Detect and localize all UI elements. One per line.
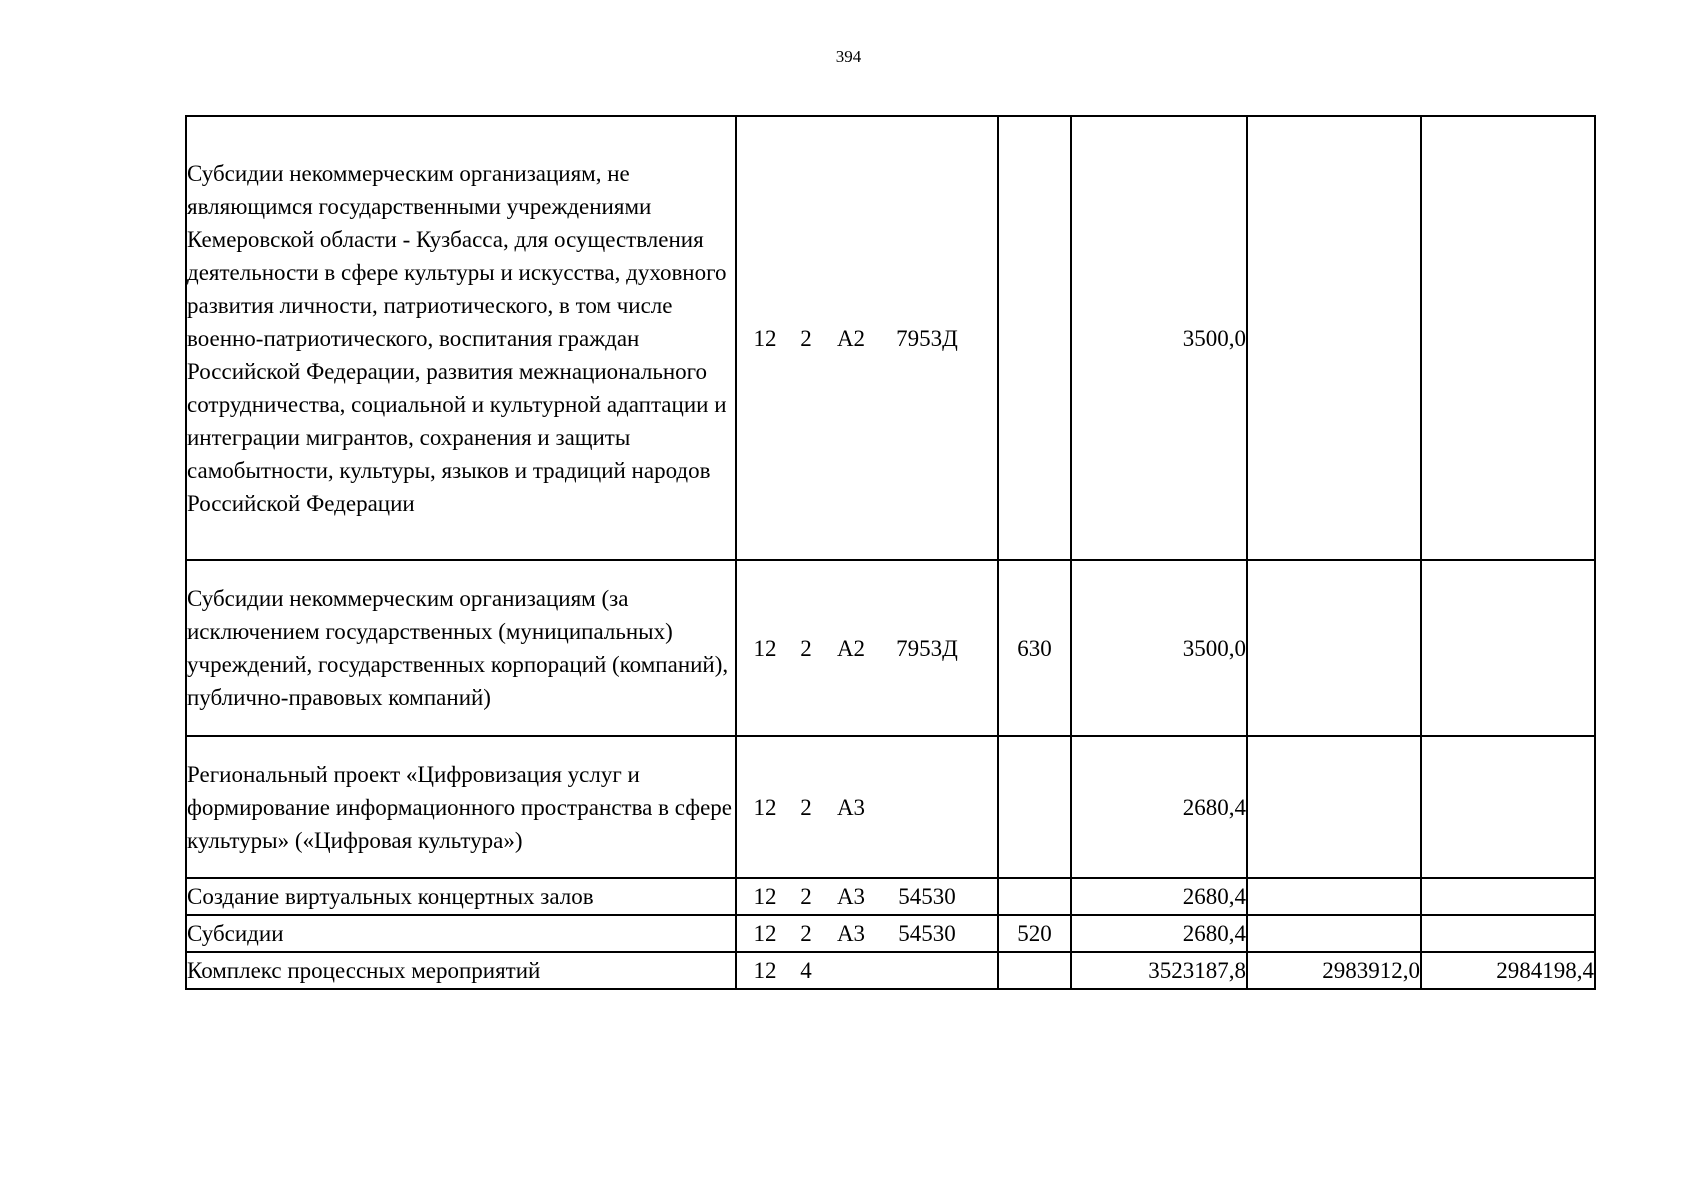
row-name: Субсидии некоммерческим организациям (за исключением государственных (муниципальных) учреждений, государственных корпораций (компаний), публично-правовых компаний) <box>186 560 736 736</box>
amount-year-1: 3523187,8 <box>1071 952 1247 989</box>
table-row <box>186 736 1595 878</box>
expense-type <box>998 116 1071 560</box>
amount-year-1: 2680,4 <box>1071 878 1247 915</box>
project-code: А3 <box>836 794 866 820</box>
amount-year-3: 2984198,4 <box>1421 952 1595 989</box>
direction-code: 54530 <box>898 921 956 946</box>
amount-year-1: 3500,0 <box>1071 116 1247 560</box>
expense-type <box>998 878 1071 915</box>
subprogram-code: 4 <box>800 958 812 983</box>
expense-type: 630 <box>998 560 1071 736</box>
row-name: Субсидии <box>186 915 736 952</box>
program-code: 12 <box>753 635 777 661</box>
target-code <box>736 116 998 560</box>
target-code <box>736 915 998 952</box>
subprogram-code: 2 <box>800 794 812 820</box>
amount-year-2 <box>1247 915 1421 952</box>
amount-year-2 <box>1247 116 1421 560</box>
amount-year-3 <box>1421 560 1595 736</box>
expense-type <box>998 952 1071 989</box>
row-name: Региональный проект «Цифровизация услуг и формирование информационного пространства в сфере культуры» («Цифровая культура») <box>186 736 736 878</box>
program-code: 12 <box>753 958 777 983</box>
amount-year-2 <box>1247 560 1421 736</box>
table-row <box>186 878 1595 915</box>
amount-year-2 <box>1247 878 1421 915</box>
direction-code: 54530 <box>898 884 956 909</box>
amount-year-1: 2680,4 <box>1071 736 1247 878</box>
expense-type: 520 <box>998 915 1071 952</box>
target-code <box>736 952 998 989</box>
target-code <box>736 560 998 736</box>
program-code: 12 <box>753 794 777 820</box>
project-code: А2 <box>836 325 866 351</box>
direction-code: 7953Д <box>896 325 958 351</box>
program-code: 12 <box>753 921 777 946</box>
direction-code: 7953Д <box>896 635 958 661</box>
project-code: А2 <box>836 635 866 661</box>
amount-year-3 <box>1421 116 1595 560</box>
table-row <box>186 952 1595 989</box>
amount-year-3 <box>1421 736 1595 878</box>
program-code: 12 <box>753 884 777 909</box>
subprogram-code: 2 <box>800 921 812 946</box>
target-code <box>736 736 998 878</box>
amount-year-1: 2680,4 <box>1071 915 1247 952</box>
project-code: А3 <box>836 884 866 909</box>
table-row <box>186 560 1595 736</box>
expense-type <box>998 736 1071 878</box>
table-row <box>186 915 1595 952</box>
budget-table <box>185 115 1596 990</box>
subprogram-code: 2 <box>800 635 812 661</box>
amount-year-1: 3500,0 <box>1071 560 1247 736</box>
project-code: А3 <box>836 921 866 946</box>
amount-year-3 <box>1421 878 1595 915</box>
row-name: Комплекс процессных мероприятий <box>186 952 736 989</box>
row-name: Субсидии некоммерческим организациям, не являющимся государственными учреждениями Кемеровской области - Кузбасса, для осуществления деятельности в сфере культуры и искусства, духовного развития личности, патриотического, в том числе военно-патриотического, воспитания граждан Российской Федерации, развития межнационального сотрудничества, социальной и культурной адаптации и интеграции мигрантов, сохранения и защиты самобытности, культуры, языков и традиций народов Российской Федерации <box>186 116 736 560</box>
program-code: 12 <box>753 325 777 351</box>
row-name: Создание виртуальных концертных залов <box>186 878 736 915</box>
target-code <box>736 878 998 915</box>
subprogram-code: 2 <box>800 884 812 909</box>
amount-year-2 <box>1247 736 1421 878</box>
table-row <box>186 116 1595 560</box>
page-number: 394 <box>835 47 862 66</box>
amount-year-2: 2983912,0 <box>1247 952 1421 989</box>
subprogram-code: 2 <box>800 325 812 351</box>
amount-year-3 <box>1421 915 1595 952</box>
